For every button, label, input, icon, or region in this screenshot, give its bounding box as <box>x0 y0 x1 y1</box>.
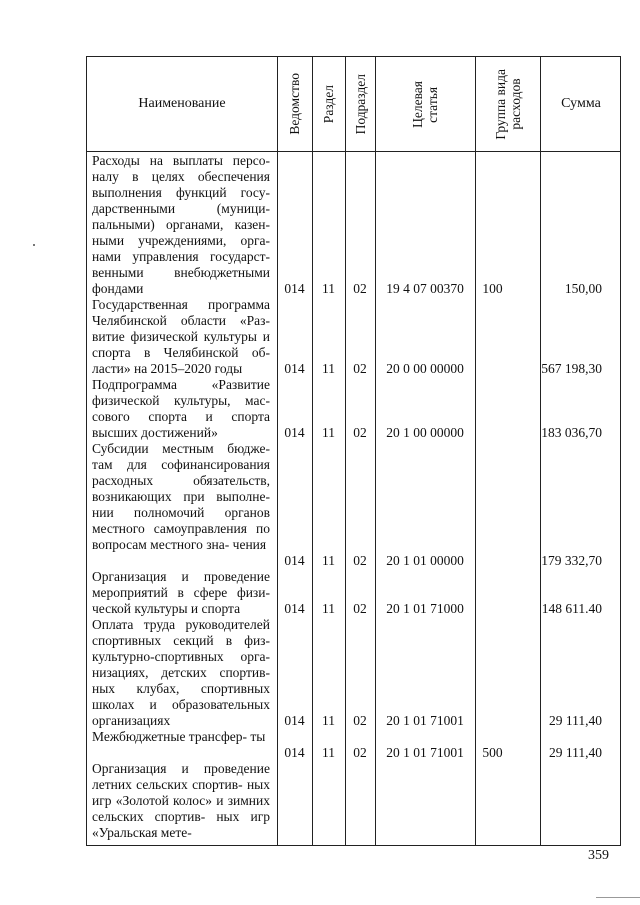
podrazdel-cell: 02 <box>353 553 367 568</box>
row-description <box>92 153 270 297</box>
header-razdel <box>312 57 345 151</box>
summa-cell: 29 111,40 <box>549 713 602 728</box>
razdel-cell: 11 <box>322 745 335 760</box>
description-line: Организация и проведение <box>92 569 270 584</box>
podrazdel-cell: 02 <box>353 601 367 616</box>
vedomstvo-cell: 014 <box>284 713 305 728</box>
footer-rule <box>596 897 640 898</box>
razdel-cell: 11 <box>322 713 335 728</box>
description-line: Расходы на выплаты персо- <box>92 153 270 168</box>
header-name <box>87 57 277 151</box>
page-number: 359 <box>588 848 609 863</box>
summa-cell: 567 198,30 <box>541 361 602 376</box>
description-line: витие физической культуры <box>92 329 257 344</box>
description-line: ты <box>250 729 266 744</box>
podrazdel-cell: 02 <box>353 713 367 728</box>
summa-cell: 148 611.40 <box>541 601 602 616</box>
budget-table <box>86 56 621 846</box>
description-line: ных клубах, спортивных <box>92 681 270 696</box>
description-line: пальными) органами, казен- <box>92 217 270 232</box>
description-line: летних сельских спортив- <box>92 777 243 792</box>
description-line: выполнения функций госу- <box>92 185 270 200</box>
description-line: нами управления государст- <box>92 249 270 264</box>
row-description <box>92 729 270 745</box>
description-line: спортивных секций в физ- <box>92 633 270 648</box>
header-podrazdel-text: Подраздел <box>352 73 368 135</box>
header-razdel-text: Раздел <box>321 84 336 124</box>
description-line: Челябинской области «Раз- <box>92 313 270 328</box>
header-gruppa-line2: расходов <box>507 78 523 130</box>
header-name-text: Наименование <box>138 96 226 111</box>
description-line: Оплата труда руководителей <box>92 617 270 632</box>
header-gruppa-line1: Группа вида <box>492 68 508 140</box>
description-line: расходных обязательств, <box>92 473 270 488</box>
header-gruppa-text <box>493 69 523 140</box>
description-line: ных игр «Уральская мете- <box>92 809 270 840</box>
description-line: мероприятий в сфере физи- <box>92 585 270 600</box>
description-line: низациях, детских спортив- <box>92 665 270 680</box>
razdel-cell: 11 <box>322 601 335 616</box>
description-line: ными учреждениями, орга- <box>92 233 270 248</box>
celevaya-cell: 19 4 07 00370 <box>386 281 464 296</box>
vedomstvo-cell: 014 <box>284 553 305 568</box>
celevaya-cell: 20 1 01 71001 <box>386 745 464 760</box>
row-description <box>92 761 270 841</box>
header-celevaya <box>375 57 475 151</box>
row-description <box>92 377 270 441</box>
header-celevaya-line2: статья <box>425 86 440 122</box>
gruppa-cell: 100 <box>482 281 503 296</box>
vedomstvo-cell: 014 <box>284 745 305 760</box>
description-line: Межбюджетные трансфер- <box>92 729 247 744</box>
description-line: венными внебюджетными <box>92 265 270 280</box>
description-line: Организация и проведение <box>92 761 270 776</box>
description-line: физической культуры, мас- <box>92 393 270 408</box>
description-line: Государственная программа <box>92 297 270 312</box>
row-description <box>92 569 270 617</box>
summa-cell: 150,00 <box>564 281 602 296</box>
summa-cell: 179 332,70 <box>541 553 602 568</box>
description-line: культурно-спортивных орга- <box>92 649 270 664</box>
description-line: и спорта в Челябинской об- <box>92 329 271 360</box>
celevaya-cell: 20 0 00 00000 <box>386 361 464 376</box>
podrazdel-cell: 02 <box>353 745 367 760</box>
description-line: возникающих при выполне- <box>92 489 270 504</box>
header-summa-text: Сумма <box>561 96 601 111</box>
scan-speck <box>33 244 35 246</box>
vedomstvo-cell: 014 <box>284 601 305 616</box>
description-line: ческой культуры и спорта <box>92 601 241 616</box>
header-divider <box>87 151 620 152</box>
description-line: сового спорта и спорта <box>92 409 270 424</box>
header-gruppa <box>475 57 540 151</box>
summa-cell: 29 111,40 <box>549 745 602 760</box>
description-line: дарственными (муници- <box>92 201 270 216</box>
row-description <box>92 617 270 729</box>
header-summa <box>540 57 622 151</box>
podrazdel-cell: 02 <box>353 281 367 296</box>
description-line: чения <box>232 537 267 552</box>
celevaya-cell: 20 1 01 71001 <box>386 713 464 728</box>
description-line: по вопросам местного зна- <box>92 521 270 552</box>
vedomstvo-cell: 014 <box>284 281 305 296</box>
description-line: налу в целях обеспечения <box>92 169 270 184</box>
description-line: местного самоуправления <box>92 521 247 536</box>
vedomstvo-cell: 014 <box>284 425 305 440</box>
description-line: Подпрограмма «Развитие <box>92 377 270 392</box>
header-celevaya-line1: Целевая <box>410 80 425 128</box>
description-line: там для софинансирования <box>92 457 270 472</box>
description-line: Субсидии местным бюдже- <box>92 441 270 456</box>
vedomstvo-cell: 014 <box>284 361 305 376</box>
description-line: высших достижений» <box>92 425 218 440</box>
celevaya-cell: 20 1 00 00000 <box>386 425 464 440</box>
summa-cell: 183 036,70 <box>541 425 602 440</box>
col-divider <box>475 57 476 845</box>
description-line: организациях <box>92 713 171 728</box>
header-celevaya-text <box>410 81 440 128</box>
razdel-cell: 11 <box>322 553 335 568</box>
header-vedomstvo-text: Ведомство <box>287 73 302 135</box>
gruppa-cell: 500 <box>482 745 503 760</box>
razdel-cell: 11 <box>322 281 335 296</box>
razdel-cell: 11 <box>322 425 335 440</box>
celevaya-cell: 20 1 01 71000 <box>386 601 464 616</box>
description-line: ласти» на 2015–2020 годы <box>92 361 243 376</box>
row-description <box>92 441 270 553</box>
celevaya-cell: 20 1 01 00000 <box>386 553 464 568</box>
row-description <box>92 297 270 377</box>
podrazdel-cell: 02 <box>353 361 367 376</box>
header-vedomstvo <box>277 57 312 151</box>
description-line: нии полномочий органов <box>92 505 270 520</box>
razdel-cell: 11 <box>322 361 335 376</box>
description-line: фондами <box>92 281 144 296</box>
description-line: зимних сельских спортив- <box>92 793 271 824</box>
podrazdel-cell: 02 <box>353 425 367 440</box>
header-podrazdel <box>345 57 375 151</box>
description-line: школах и образовательных <box>92 697 270 712</box>
description-line: ных игр «Золотой колос» и <box>92 777 270 808</box>
